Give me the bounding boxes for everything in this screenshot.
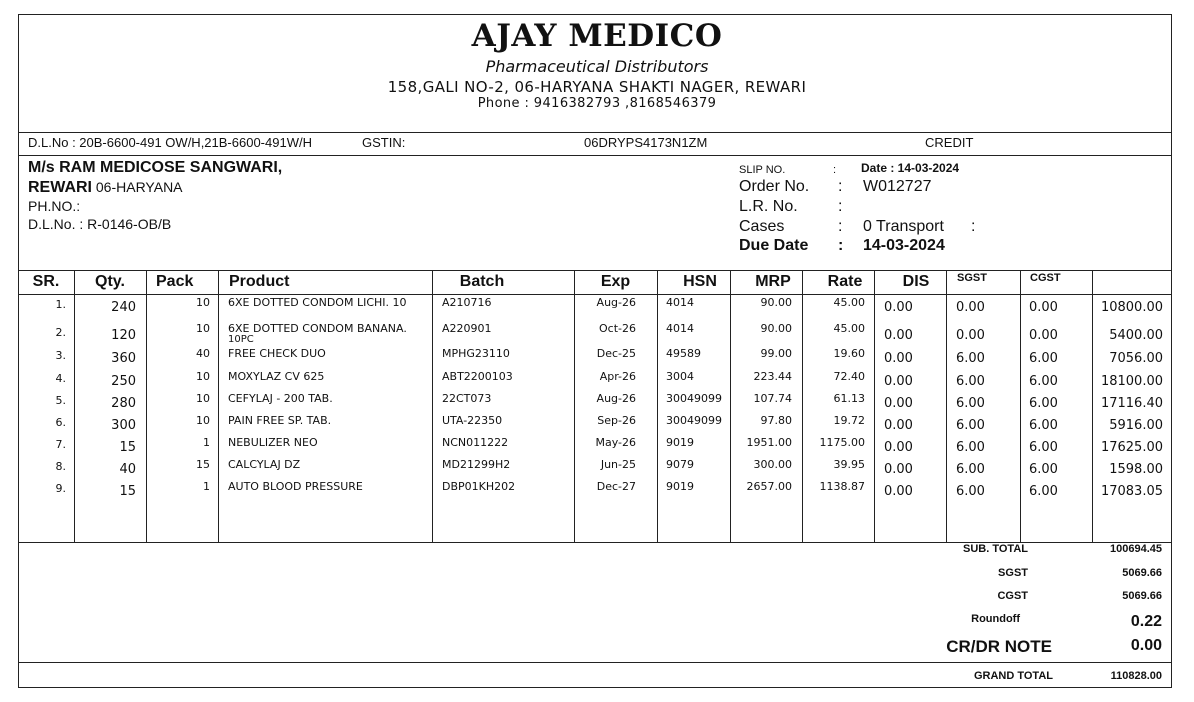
divider xyxy=(18,294,1172,295)
due-date-label: Due Date xyxy=(739,237,809,254)
cgst-total-label: CGST xyxy=(997,590,1028,602)
firm-subtitle: Pharmaceutical Distributors xyxy=(485,57,709,76)
column-rule xyxy=(74,270,75,542)
cell-product: NEBULIZER NEO xyxy=(228,436,318,449)
slip-label: SLIP NO. xyxy=(739,164,786,176)
cell-amount: 17083.05 xyxy=(1100,484,1163,499)
roundoff-value: 0.22 xyxy=(1130,613,1162,630)
column-rule xyxy=(802,270,803,542)
cell-qty: 15 xyxy=(119,484,136,499)
roundoff-label: Roundoff xyxy=(971,613,1020,625)
grand-total-value: 110828.00 xyxy=(1110,670,1162,682)
column-rule xyxy=(218,270,219,542)
cell-mrp: 223.44 xyxy=(753,370,792,383)
cell-hsn: 9079 xyxy=(666,458,694,471)
sgst-total-label: SGST xyxy=(998,567,1028,579)
cell-pack: 10 xyxy=(196,322,210,335)
column-rule xyxy=(657,270,658,542)
cell-qty: 300 xyxy=(111,418,136,433)
cell-sr: 2. xyxy=(55,326,66,339)
cell-exp: Dec-27 xyxy=(596,480,636,493)
cases-label: Cases xyxy=(739,218,785,235)
cell-sr: 5. xyxy=(55,394,66,407)
cell-cgst: 0.00 xyxy=(1029,300,1058,315)
cell-amount: 18100.00 xyxy=(1100,374,1163,389)
cell-mrp: 90.00 xyxy=(760,296,792,309)
cell-amount: 10800.00 xyxy=(1100,300,1163,315)
col-header-qty: Qty. xyxy=(95,273,125,290)
cell-pack: 10 xyxy=(196,414,210,427)
lr-colon: : xyxy=(838,198,843,215)
crdr-note-label: CR/DR NOTE xyxy=(946,637,1052,656)
cell-qty: 15 xyxy=(119,440,136,455)
cell-amount: 1598.00 xyxy=(1109,462,1163,477)
cell-sr: 9. xyxy=(55,482,66,495)
cgst-total-value: 5069.66 xyxy=(1122,590,1162,602)
cell-pack: 1 xyxy=(203,436,210,449)
cell-mrp: 97.80 xyxy=(760,414,792,427)
cell-rate: 45.00 xyxy=(833,296,865,309)
cell-product: 6XE DOTTED CONDOM LICHI. 10 xyxy=(228,296,407,309)
cell-sgst: 6.00 xyxy=(956,374,985,389)
cell-dis: 0.00 xyxy=(884,484,913,499)
cell-product: 6XE DOTTED CONDOM BANANA. xyxy=(228,322,407,335)
cell-product: PAIN FREE SP. TAB. xyxy=(228,414,332,427)
col-header-batch: Batch xyxy=(459,273,505,290)
cell-sgst: 0.00 xyxy=(956,328,985,343)
cell-sr: 6. xyxy=(55,416,66,429)
cell-exp: Aug-26 xyxy=(596,296,636,309)
cell-sr: 7. xyxy=(55,438,66,451)
gstin-label: GSTIN: xyxy=(362,135,406,150)
cell-pack: 10 xyxy=(196,370,210,383)
cell-hsn: 4014 xyxy=(666,296,694,309)
cell-sgst: 6.00 xyxy=(956,351,985,366)
party-phone: PH.NO.: xyxy=(28,198,81,214)
cell-exp: May-26 xyxy=(595,436,636,449)
cell-pack: 1 xyxy=(203,480,210,493)
cell-sr: 8. xyxy=(55,460,66,473)
col-header-dis: DIS xyxy=(902,273,930,290)
cell-sr: 4. xyxy=(55,372,66,385)
column-rule xyxy=(432,270,433,542)
divider xyxy=(18,270,1172,271)
col-header-exp: Exp xyxy=(600,273,631,290)
cell-hsn: 3004 xyxy=(666,370,694,383)
cell-exp: Aug-26 xyxy=(596,392,636,405)
cell-cgst: 6.00 xyxy=(1029,351,1058,366)
cell-exp: Jun-25 xyxy=(600,458,636,471)
subtotal-value: 100694.45 xyxy=(1110,543,1162,555)
cell-batch: A220901 xyxy=(442,322,492,335)
cell-sgst: 6.00 xyxy=(956,396,985,411)
column-rule xyxy=(730,270,731,542)
cell-rate: 19.72 xyxy=(833,414,865,427)
cell-batch: MD21299H2 xyxy=(442,458,511,471)
cell-sr: 1. xyxy=(55,298,66,311)
cell-product: FREE CHECK DUO xyxy=(228,347,326,360)
divider xyxy=(18,155,1172,156)
order-number: W012727 xyxy=(863,178,932,195)
column-rule xyxy=(946,270,947,542)
cell-sgst: 6.00 xyxy=(956,418,985,433)
divider xyxy=(18,662,1172,663)
cell-cgst: 6.00 xyxy=(1029,374,1058,389)
cell-mrp: 300.00 xyxy=(753,458,792,471)
cell-dis: 0.00 xyxy=(884,418,913,433)
cell-batch: MPHG23110 xyxy=(442,347,510,360)
column-rule xyxy=(874,270,875,542)
cell-cgst: 6.00 xyxy=(1029,440,1058,455)
cell-cgst: 6.00 xyxy=(1029,396,1058,411)
party-city: REWARI xyxy=(28,179,92,196)
firm-phone: Phone : 9416382793 ,8168546379 xyxy=(477,96,717,111)
sgst-total-value: 5069.66 xyxy=(1122,567,1162,579)
cell-rate: 61.13 xyxy=(833,392,865,405)
cell-dis: 0.00 xyxy=(884,462,913,477)
due-date-value: 14-03-2024 xyxy=(863,237,945,254)
column-rule xyxy=(146,270,147,542)
cell-sgst: 6.00 xyxy=(956,462,985,477)
cell-rate: 1175.00 xyxy=(819,436,865,449)
cell-qty: 250 xyxy=(111,374,136,389)
cell-pack: 10 xyxy=(196,296,210,309)
cell-qty: 360 xyxy=(111,351,136,366)
cell-sgst: 6.00 xyxy=(956,440,985,455)
cell-dis: 0.00 xyxy=(884,374,913,389)
cell-dis: 0.00 xyxy=(884,396,913,411)
cell-dis: 0.00 xyxy=(884,351,913,366)
subtotal-label: SUB. TOTAL xyxy=(963,543,1028,555)
gstin-value: 06DRYPS4173N1ZM xyxy=(584,135,708,150)
cell-hsn: 49589 xyxy=(666,347,701,360)
lr-label: L.R. No. xyxy=(739,198,798,215)
cell-exp: Apr-26 xyxy=(599,370,636,383)
cell-rate: 72.40 xyxy=(833,370,865,383)
cell-batch: 22CT073 xyxy=(442,392,492,405)
grand-total-label: GRAND TOTAL xyxy=(973,670,1053,682)
cell-amount: 7056.00 xyxy=(1109,351,1163,366)
firm-name: AJAY MEDICO xyxy=(471,18,723,54)
cell-dis: 0.00 xyxy=(884,328,913,343)
col-header-product: Product xyxy=(229,273,290,290)
party-dl: D.L.No. : R-0146-OB/B xyxy=(28,216,172,232)
order-colon: : xyxy=(838,178,843,195)
cell-sr: 3. xyxy=(55,349,66,362)
slip-colon: : xyxy=(833,164,837,176)
divider xyxy=(18,132,1172,133)
cell-qty: 280 xyxy=(111,396,136,411)
cell-batch: DBP01KH202 xyxy=(442,480,516,493)
payment-mode: CREDIT xyxy=(925,135,974,150)
cell-pack: 15 xyxy=(196,458,210,471)
order-label: Order No. xyxy=(739,178,810,195)
cell-mrp: 2657.00 xyxy=(746,480,792,493)
cell-exp: Oct-26 xyxy=(599,322,636,335)
party-city-line xyxy=(28,179,183,197)
cell-amount: 17116.40 xyxy=(1100,396,1163,411)
invoice-date: Date : 14-03-2024 xyxy=(861,161,960,175)
firm-address: 158,GALI NO-2, 06-HARYANA SHAKTI NAGER, REWARI xyxy=(387,78,807,96)
col-header-sgst: SGST xyxy=(957,272,987,284)
cell-rate: 39.95 xyxy=(833,458,865,471)
cases-colon: : xyxy=(838,218,843,235)
cell-mrp: 99.00 xyxy=(760,347,792,360)
firm-dl-number: D.L.No : 20B-6600-491 OW/H,21B-6600-491W/H xyxy=(28,135,312,150)
cell-rate: 1138.87 xyxy=(819,480,865,493)
due-date-colon: : xyxy=(838,237,844,254)
cell-batch: A210716 xyxy=(442,296,492,309)
col-header-sr: SR. xyxy=(32,273,60,290)
cell-product-continued: 10PC xyxy=(228,334,254,345)
cell-mrp: 90.00 xyxy=(760,322,792,335)
cell-hsn: 30049099 xyxy=(666,392,722,405)
party-name: M/s RAM MEDICOSE SANGWARI, xyxy=(28,159,283,176)
cell-amount: 5400.00 xyxy=(1109,328,1163,343)
col-header-rate: Rate xyxy=(827,273,863,290)
cell-product: MOXYLAZ CV 625 xyxy=(228,370,325,383)
col-header-hsn: HSN xyxy=(683,273,717,290)
cell-hsn: 4014 xyxy=(666,322,694,335)
cell-qty: 120 xyxy=(111,328,136,343)
col-header-cgst: CGST xyxy=(1030,272,1061,284)
cell-batch: UTA-22350 xyxy=(442,414,503,427)
cell-product: CALCYLAJ DZ xyxy=(228,458,301,471)
cell-dis: 0.00 xyxy=(884,300,913,315)
cell-hsn: 9019 xyxy=(666,480,694,493)
cell-rate: 19.60 xyxy=(833,347,865,360)
cell-qty: 40 xyxy=(119,462,136,477)
cell-cgst: 6.00 xyxy=(1029,462,1058,477)
cell-dis: 0.00 xyxy=(884,440,913,455)
col-header-mrp: MRP xyxy=(755,273,791,290)
cell-qty: 240 xyxy=(111,300,136,315)
cell-mrp: 107.74 xyxy=(753,392,792,405)
cell-batch: NCN011222 xyxy=(442,436,509,449)
cell-product: CEFYLAJ - 200 TAB. xyxy=(228,392,333,405)
cell-exp: Sep-26 xyxy=(597,414,636,427)
cell-exp: Dec-25 xyxy=(596,347,636,360)
cases-transport: 0 Transport xyxy=(863,218,944,235)
cell-batch: ABT2200103 xyxy=(442,370,513,383)
cell-hsn: 9019 xyxy=(666,436,694,449)
cell-mrp: 1951.00 xyxy=(746,436,792,449)
transport-colon: : xyxy=(971,218,976,235)
cell-cgst: 6.00 xyxy=(1029,418,1058,433)
cell-amount: 17625.00 xyxy=(1100,440,1163,455)
cell-pack: 10 xyxy=(196,392,210,405)
party-state: 06-HARYANA xyxy=(95,179,183,195)
cell-sgst: 6.00 xyxy=(956,484,985,499)
cell-pack: 40 xyxy=(196,347,210,360)
cell-product: AUTO BLOOD PRESSURE xyxy=(228,480,363,493)
cell-amount: 5916.00 xyxy=(1109,418,1163,433)
cell-hsn: 30049099 xyxy=(666,414,722,427)
cell-rate: 45.00 xyxy=(833,322,865,335)
column-rule xyxy=(1020,270,1021,542)
column-rule xyxy=(574,270,575,542)
cell-cgst: 6.00 xyxy=(1029,484,1058,499)
crdr-note-value: 0.00 xyxy=(1130,637,1162,654)
col-header-pack: Pack xyxy=(156,273,194,290)
cell-sgst: 0.00 xyxy=(956,300,985,315)
cell-cgst: 0.00 xyxy=(1029,328,1058,343)
